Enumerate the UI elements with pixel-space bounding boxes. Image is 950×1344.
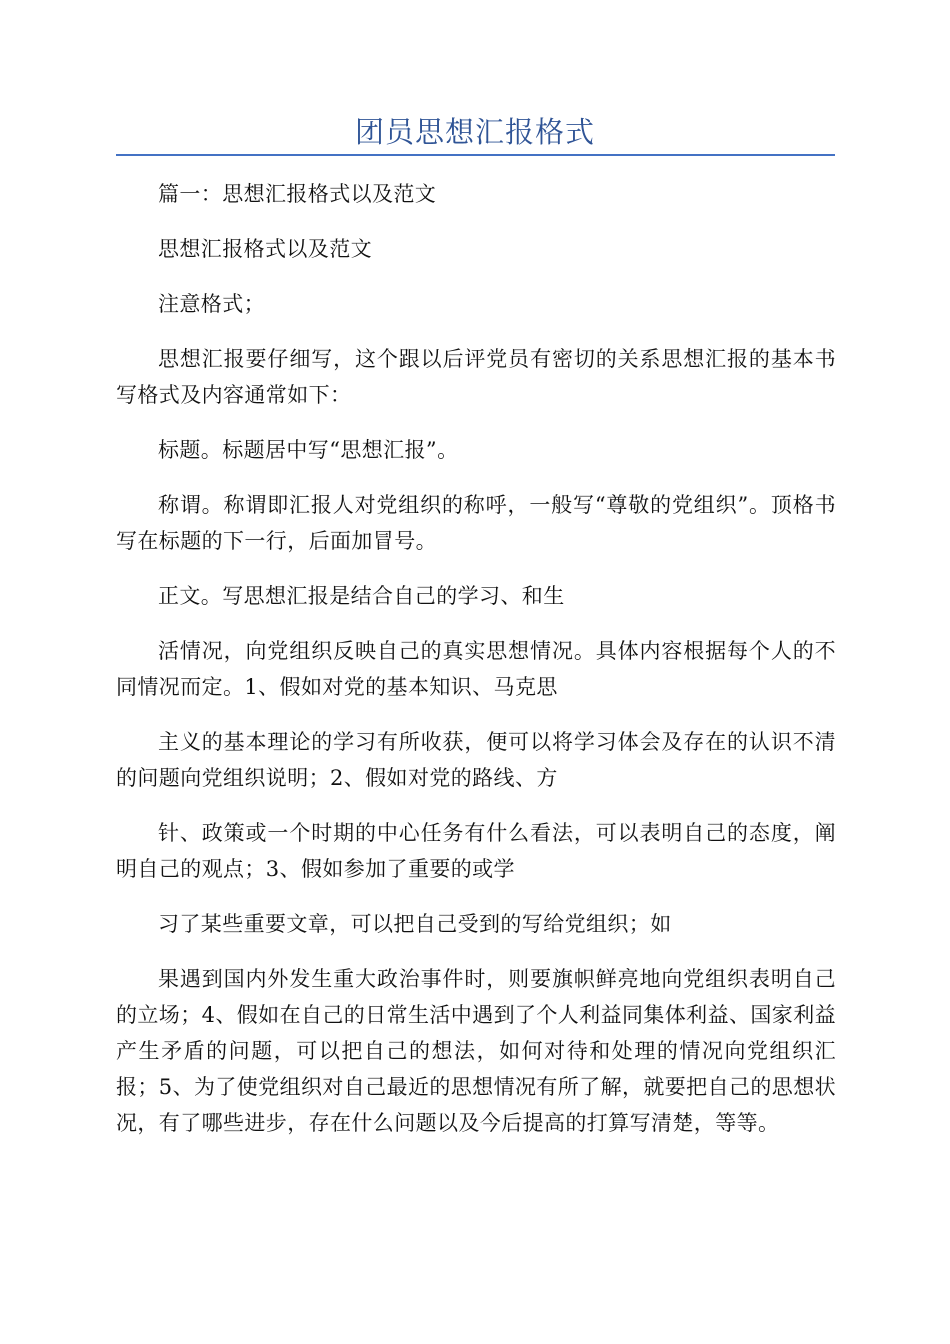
paragraph-4: 思想汇报要仔细写，这个跟以后评党员有密切的关系思想汇报的基本书写格式及内容通常如下： xyxy=(116,347,836,407)
document-body xyxy=(116,176,836,1160)
document-title: 团员思想汇报格式 xyxy=(354,115,595,149)
paragraph-10: 针、政策或一个时期的中心任务有什么看法，可以表明自己的态度，阐明自己的观点；3、假如参加了重要的或学 xyxy=(116,821,836,881)
paragraph-2: 思想汇报格式以及范文 xyxy=(158,237,372,261)
title-underline xyxy=(116,154,835,156)
paragraph-7: 正文。写思想汇报是结合自己的学习、和生 xyxy=(158,584,565,608)
paragraph-6: 称谓。称谓即汇报人对党组织的称呼，一般写“尊敬的党组织”。顶格书写在标题的下一行，后面加冒号。 xyxy=(116,493,836,553)
paragraph-11: 习了某些重要文章，可以把自己受到的写给党组织；如 xyxy=(158,912,672,936)
paragraph-5: 标题。标题居中写“思想汇报”。 xyxy=(158,438,459,462)
paragraph-1: 篇一：思想汇报格式以及范文 xyxy=(158,182,437,206)
paragraph-9: 主义的基本理论的学习有所收获，便可以将学习体会及存在的认识不清的问题向党组织说明；2、假如对党的路线、方 xyxy=(116,730,836,790)
paragraph-3: 注意格式； xyxy=(158,292,265,316)
paragraph-12: 果遇到国内外发生重大政治事件时，则要旗帜鲜亮地向党组织表明自己的立场；4、假如在自己的日常生活中遇到了个人利益同集体利益、国家利益产生矛盾的问题，可以把自己的想法，如何对待和处理的情况向党组织汇报；5、为了使党组织对自己最近的思想情况有所了解，就要把自己的思想状况，有了哪些进步，存在什么问题以及今后提高的打算写清楚，等等。 xyxy=(116,967,836,1135)
paragraph-8: 活情况，向党组织反映自己的真实思想情况。具体内容根据每个人的不同情况而定。1、假如对党的基本知识、马克思 xyxy=(116,639,836,699)
